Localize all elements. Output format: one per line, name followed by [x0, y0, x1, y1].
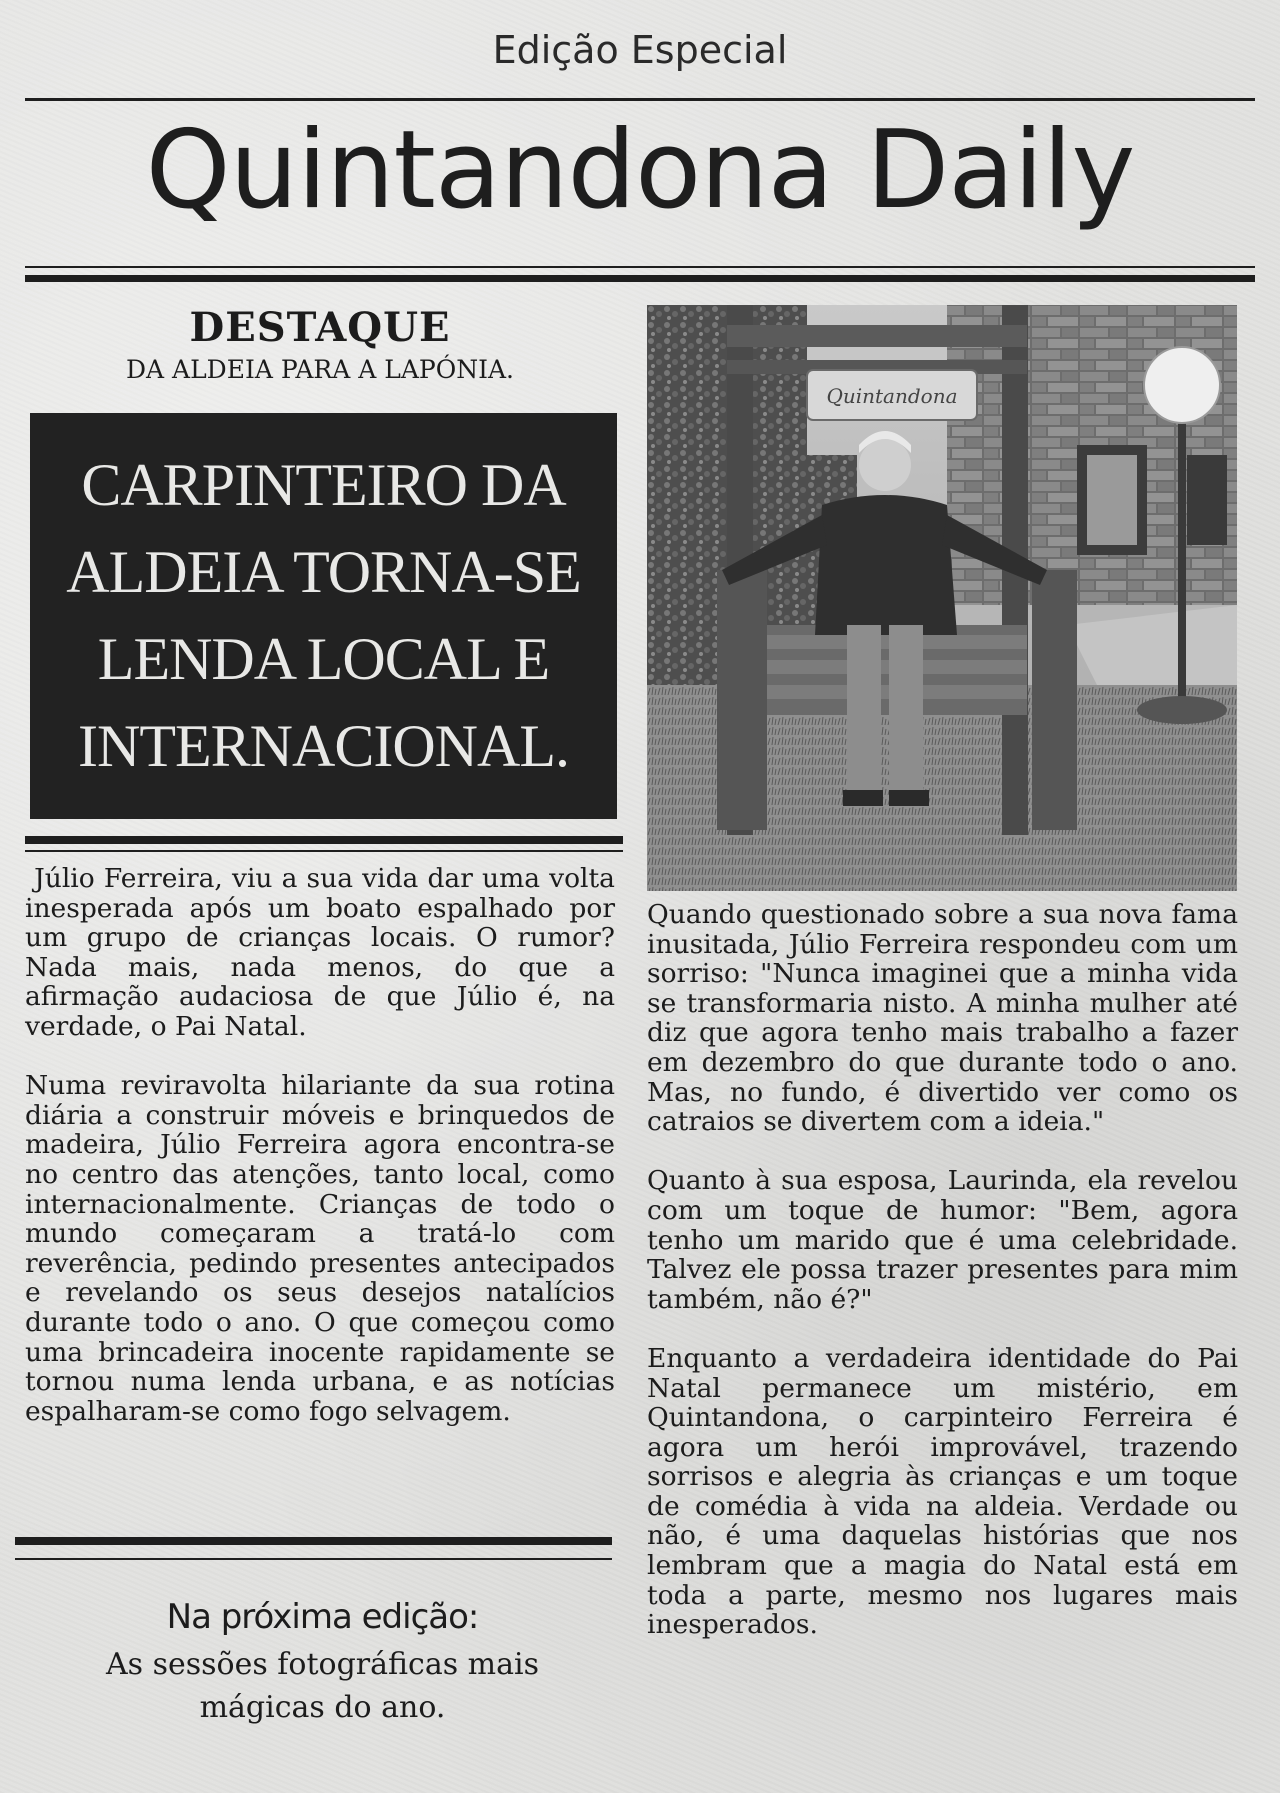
- masthead-rule-thick: [25, 275, 1255, 282]
- next-edition-text: As sessões fotográficas mais mágicas do ano.: [106, 1647, 539, 1725]
- masthead-rule-thin: [25, 266, 1255, 268]
- feature-subhead: DA ALDEIA PARA A LAPÓNIA.: [125, 355, 514, 384]
- headline-rule-thick: [25, 836, 623, 844]
- feature-headline: CARPINTEIRO DA ALDEIA TORNA-SE LENDA LOCAL E INTERNACIONAL.: [66, 452, 581, 779]
- top-rule: [25, 98, 1255, 101]
- masthead-title: Quintandona Daily: [145, 108, 1135, 233]
- article-paragraph: Júlio Ferreira, viu a sua vida dar uma volta inesperada após um boato espalhado por um grupo de crianças locais. O rumor? Nada mais, nada menos, do que a afirmação audaciosa de que Júlio é, na verdade, o Pai Natal.: [25, 863, 615, 1042]
- section-label: DESTAQUE: [189, 304, 451, 351]
- next-edition-title: Na próxima edição:: [166, 1597, 479, 1637]
- headline-box: [30, 413, 617, 819]
- article-paragraph: Enquanto a verdadeira identidade do Pai Natal permanece um mistério, em Quintandona, o carpinteiro Ferreira é agora um herói improvável, trazendo sorrisos e alegria às crianças e um toque de comédia à vida na aldeia. Verdade ou não, é uma daquelas histórias que nos lembram que a magia do Natal está em toda a parte, mesmo nos lugares mais inesperados.: [647, 1342, 1238, 1641]
- article-paragraph: Numa reviravolta hilariante da sua rotina diária a construir móveis e brinquedos de madeira, Júlio Ferreira agora encontra-se no centro das atenções, tanto local, como internacionalmente. Crianças de todo o mundo começaram a tratá-lo com reverência, pedindo presentes antecipados e revelando os seus desejos natalícios durante todo o ano. O que começou como uma brincadeira inocente rapidamente se tornou numa lenda urbana, e as notícias espalharam-se como fogo selvagem.: [25, 1070, 615, 1427]
- article-right-column: [647, 900, 1238, 1669]
- footer-rule-thick: [15, 1537, 612, 1545]
- headline-rule-thin: [25, 850, 623, 852]
- article-left-column: [25, 864, 615, 1456]
- article-paragraph: Quando questionado sobre a sua nova fama inusitada, Júlio Ferreira respondeu com um sorriso: "Nunca imaginei que a minha vida se transformaria nisto. A minha mulher até diz que agora tenho mais trabalho a fazer em dezembro do que durante todo o ano. Mas, no fundo, é divertido ver como os catraios se divertem com a ideia.": [647, 899, 1238, 1138]
- feature-photo: [647, 305, 1237, 891]
- footer-rule-thin: [15, 1558, 612, 1560]
- photo-sign-text: Quintandona: [826, 384, 958, 408]
- article-paragraph: Quanto à sua esposa, Laurinda, ela revelou com um toque de humor: "Bem, agora tenho um marido que é uma celebridade. Talvez ele possa trazer presentes para mim também, não é?": [647, 1165, 1238, 1315]
- edition-label: Edição Especial: [492, 28, 788, 72]
